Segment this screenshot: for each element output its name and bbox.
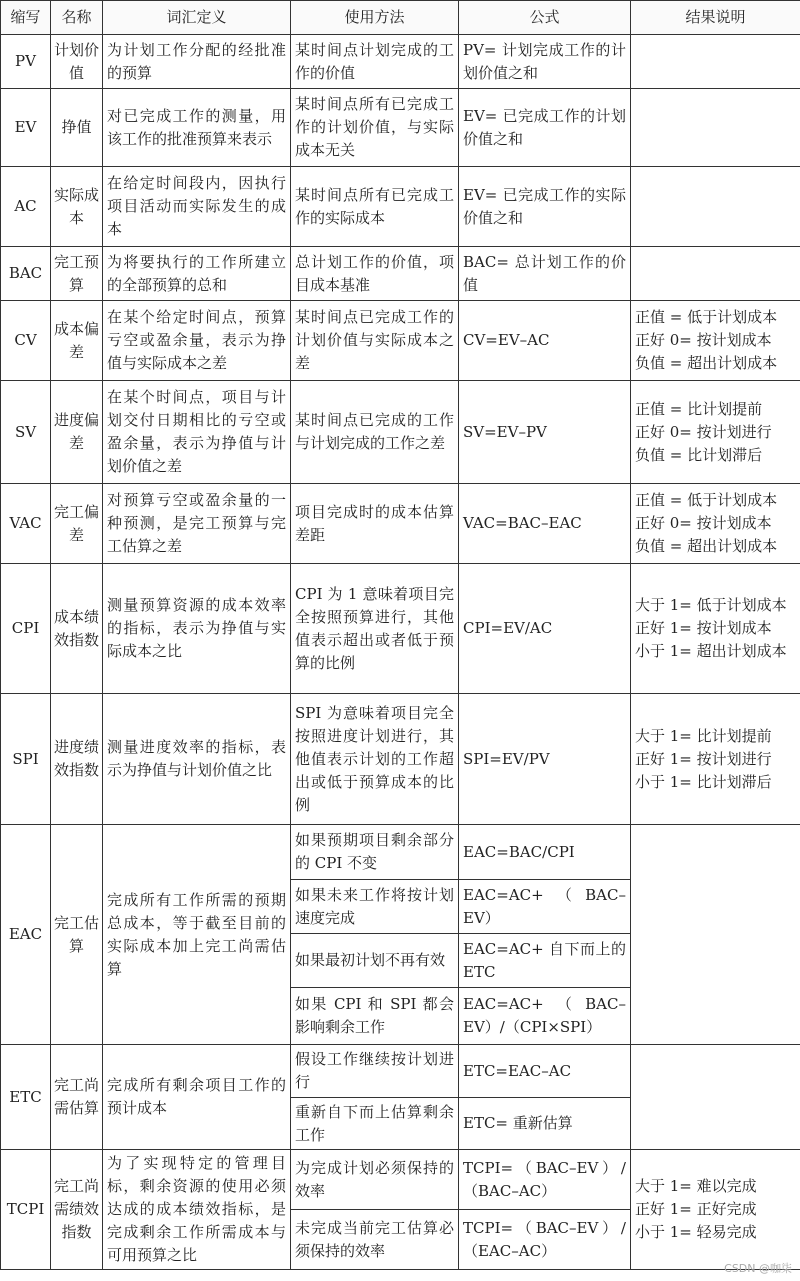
abbr-cell: CPI bbox=[1, 564, 51, 694]
formula-cell: PV= 计划完成工作的计划价值之和 bbox=[459, 35, 631, 89]
definition-cell: 为了实现特定的管理目标，剩余资源的使用必须达成的成本绩效指标，是完成剩余工作所需成本与可用预算之比 bbox=[103, 1150, 291, 1270]
result-line: 负值 = 超出计划成本 bbox=[635, 537, 778, 555]
usage-cell: 如果 CPI 和 SPI 都会影响剩余工作 bbox=[291, 988, 459, 1045]
usage-cell: 如果未来工作将按计划速度完成 bbox=[291, 880, 459, 934]
usage-cell: 如果最初计划不再有效 bbox=[291, 934, 459, 988]
result-cell bbox=[631, 247, 800, 301]
row-sv bbox=[1, 381, 800, 484]
definition-cell: 完成所有剩余项目工作的预计成本 bbox=[103, 1045, 291, 1150]
usage-cell: 某时间点计划完成的工作的价值 bbox=[291, 35, 459, 89]
abbr-cell: EV bbox=[1, 89, 51, 167]
formula-cell: CV=EV–AC bbox=[459, 301, 631, 381]
usage-cell: 假设工作继续按计划进行 bbox=[291, 1045, 459, 1098]
name-cell: 成本绩效指数 bbox=[51, 564, 103, 694]
name-cell: 进度偏差 bbox=[51, 381, 103, 484]
row-ev bbox=[1, 89, 800, 167]
formula-cell: CPI=EV/AC bbox=[459, 564, 631, 694]
abbr-cell: SPI bbox=[1, 694, 51, 825]
watermark: CSDN @咖柒 bbox=[724, 1262, 792, 1275]
usage-cell: 未完成当前完工估算必须保持的效率 bbox=[291, 1210, 459, 1270]
result-cell bbox=[631, 89, 800, 167]
result-line: 负值 = 比计划滞后 bbox=[635, 445, 763, 464]
result-cell bbox=[631, 35, 800, 89]
row-eac bbox=[1, 825, 800, 880]
formula-cell: EAC=AC+（BAC–EV）/（CPI×SPI） bbox=[459, 988, 631, 1045]
result-line: 正好 0= 按计划进行 bbox=[635, 422, 772, 441]
abbr-cell: ETC bbox=[1, 1045, 51, 1150]
definition-cell: 在给定时间段内，因执行项目活动而实际发生的成本 bbox=[103, 167, 291, 247]
formula-cell: EAC=AC+ 自下而上的 ETC bbox=[459, 934, 631, 988]
row-pv bbox=[1, 35, 800, 89]
definition-cell: 对预算亏空或盈余量的一种预测，是完工预算与完工估算之差 bbox=[103, 484, 291, 564]
formula-cell: EV= 已完成工作的计划价值之和 bbox=[459, 89, 631, 167]
formula-cell: SPI=EV/PV bbox=[459, 694, 631, 825]
result-cell bbox=[631, 167, 800, 247]
abbr-cell: BAC bbox=[1, 247, 51, 301]
result-line: 大于 1= 低于计划成本 bbox=[635, 596, 787, 614]
usage-cell: 项目完成时的成本估算差距 bbox=[291, 484, 459, 564]
result-line: 正好 0= 按计划成本 bbox=[635, 514, 772, 532]
definition-cell: 在某个时间点，项目与计划交付日期相比的亏空或盈余量，表示为挣值与计划价值之差 bbox=[103, 381, 291, 484]
row-cv bbox=[1, 301, 800, 381]
formula-cell: EAC=AC+（BAC–EV） bbox=[459, 880, 631, 934]
result-line: 负值 = 超出计划成本 bbox=[635, 354, 778, 372]
definition-cell: 测量预算资源的成本效率的指标，表示为挣值与实际成本之比 bbox=[103, 564, 291, 694]
result-line: 正值 = 比计划提前 bbox=[635, 399, 763, 418]
row-vac bbox=[1, 484, 800, 564]
abbr-cell: TCPI bbox=[1, 1150, 51, 1270]
row-cpi bbox=[1, 564, 800, 694]
name-cell: 挣值 bbox=[51, 89, 103, 167]
result-line: 正好 0= 按计划成本 bbox=[635, 331, 772, 349]
name-cell: 完工偏差 bbox=[51, 484, 103, 564]
result-line: 小于 1= 比计划滞后 bbox=[635, 772, 772, 791]
result-line: 正好 1= 按计划进行 bbox=[635, 749, 772, 768]
header-result: 结果说明 bbox=[631, 1, 800, 35]
result-cell bbox=[631, 1045, 800, 1150]
result-cell bbox=[631, 564, 800, 694]
usage-cell: 某时间点所有已完成工作的实际成本 bbox=[291, 167, 459, 247]
formula-cell: SV=EV–PV bbox=[459, 381, 631, 484]
name-cell: 进度绩效指数 bbox=[51, 694, 103, 825]
formula-cell: EAC=BAC/CPI bbox=[459, 825, 631, 880]
usage-cell: 为完成计划必须保持的效率 bbox=[291, 1150, 459, 1210]
result-cell bbox=[631, 381, 800, 484]
usage-cell: 重新自下而上估算剩余工作 bbox=[291, 1098, 459, 1150]
formula-cell: VAC=BAC–EAC bbox=[459, 484, 631, 564]
header-definition: 词汇定义 bbox=[103, 1, 291, 35]
header-name: 名称 bbox=[51, 1, 103, 35]
row-etc bbox=[1, 1045, 800, 1098]
name-cell: 完工估算 bbox=[51, 825, 103, 1045]
name-cell: 计划价值 bbox=[51, 35, 103, 89]
row-spi bbox=[1, 694, 800, 825]
usage-cell: SPI 为意味着项目完全按照进度计划进行，其他值表示计划的工作超出或低于预算成本的比例 bbox=[291, 694, 459, 825]
row-ac bbox=[1, 167, 800, 247]
row-tcpi bbox=[1, 1150, 800, 1210]
usage-cell: 某时间点已完成工作的计划价值与实际成本之差 bbox=[291, 301, 459, 381]
result-cell bbox=[631, 825, 800, 1045]
result-line: 正值 = 低于计划成本 bbox=[635, 491, 778, 509]
result-cell bbox=[631, 301, 800, 381]
name-cell: 完工预算 bbox=[51, 247, 103, 301]
definition-cell: 对已完成工作的测量，用该工作的批准预算来表示 bbox=[103, 89, 291, 167]
result-line: 正好 1= 正好完成 bbox=[635, 1200, 757, 1218]
result-line: 小于 1= 轻易完成 bbox=[635, 1223, 757, 1241]
name-cell: 实际成本 bbox=[51, 167, 103, 247]
usage-cell: 某时间点所有已完成工作的计划价值，与实际成本无关 bbox=[291, 89, 459, 167]
formula-cell: BAC= 总计划工作的价值 bbox=[459, 247, 631, 301]
header-abbr: 缩写 bbox=[1, 1, 51, 35]
formula-cell: EV= 已完成工作的实际价值之和 bbox=[459, 167, 631, 247]
formula-cell: ETC=EAC–AC bbox=[459, 1045, 631, 1098]
usage-cell: CPI 为 1 意味着项目完全按照预算进行，其他值表示超出或者低于预算的比例 bbox=[291, 564, 459, 694]
formula-cell: TCPI=（BAC–EV）/（EAC–AC） bbox=[459, 1210, 631, 1270]
name-cell: 成本偏差 bbox=[51, 301, 103, 381]
abbr-cell: SV bbox=[1, 381, 51, 484]
result-line: 小于 1= 超出计划成本 bbox=[635, 642, 787, 660]
result-line: 正值 = 低于计划成本 bbox=[635, 308, 778, 326]
formula-cell: ETC= 重新估算 bbox=[459, 1098, 631, 1150]
result-cell bbox=[631, 484, 800, 564]
header-usage: 使用方法 bbox=[291, 1, 459, 35]
formula-cell: TCPI=（BAC–EV）/（BAC–AC） bbox=[459, 1150, 631, 1210]
abbr-cell: AC bbox=[1, 167, 51, 247]
abbr-cell: CV bbox=[1, 301, 51, 381]
header-row bbox=[1, 1, 800, 35]
usage-cell: 总计划工作的价值，项目成本基准 bbox=[291, 247, 459, 301]
abbr-cell: VAC bbox=[1, 484, 51, 564]
usage-cell: 某时间点已完成的工作与计划完成的工作之差 bbox=[291, 381, 459, 484]
result-cell bbox=[631, 694, 800, 825]
abbr-cell: PV bbox=[1, 35, 51, 89]
usage-cell: 如果预期项目剩余部分的 CPI 不变 bbox=[291, 825, 459, 880]
definition-cell: 完成所有工作所需的预期总成本，等于截至目前的实际成本加上完工尚需估算 bbox=[103, 825, 291, 1045]
result-line: 大于 1= 难以完成 bbox=[635, 1177, 757, 1195]
header-formula: 公式 bbox=[459, 1, 631, 35]
name-cell: 完工尚需估算 bbox=[51, 1045, 103, 1150]
definition-cell: 为计划工作分配的经批准的预算 bbox=[103, 35, 291, 89]
definition-cell: 在某个给定时间点，预算亏空或盈余量，表示为挣值与实际成本之差 bbox=[103, 301, 291, 381]
result-cell bbox=[631, 1150, 800, 1270]
definition-cell: 为将要执行的工作所建立的全部预算的总和 bbox=[103, 247, 291, 301]
name-cell: 完工尚需绩效指数 bbox=[51, 1150, 103, 1270]
result-line: 正好 1= 按计划成本 bbox=[635, 619, 772, 637]
abbr-cell: EAC bbox=[1, 825, 51, 1045]
definition-cell: 测量进度效率的指标，表示为挣值与计划价值之比 bbox=[103, 694, 291, 825]
row-bac bbox=[1, 247, 800, 301]
result-line: 大于 1= 比计划提前 bbox=[635, 726, 772, 745]
